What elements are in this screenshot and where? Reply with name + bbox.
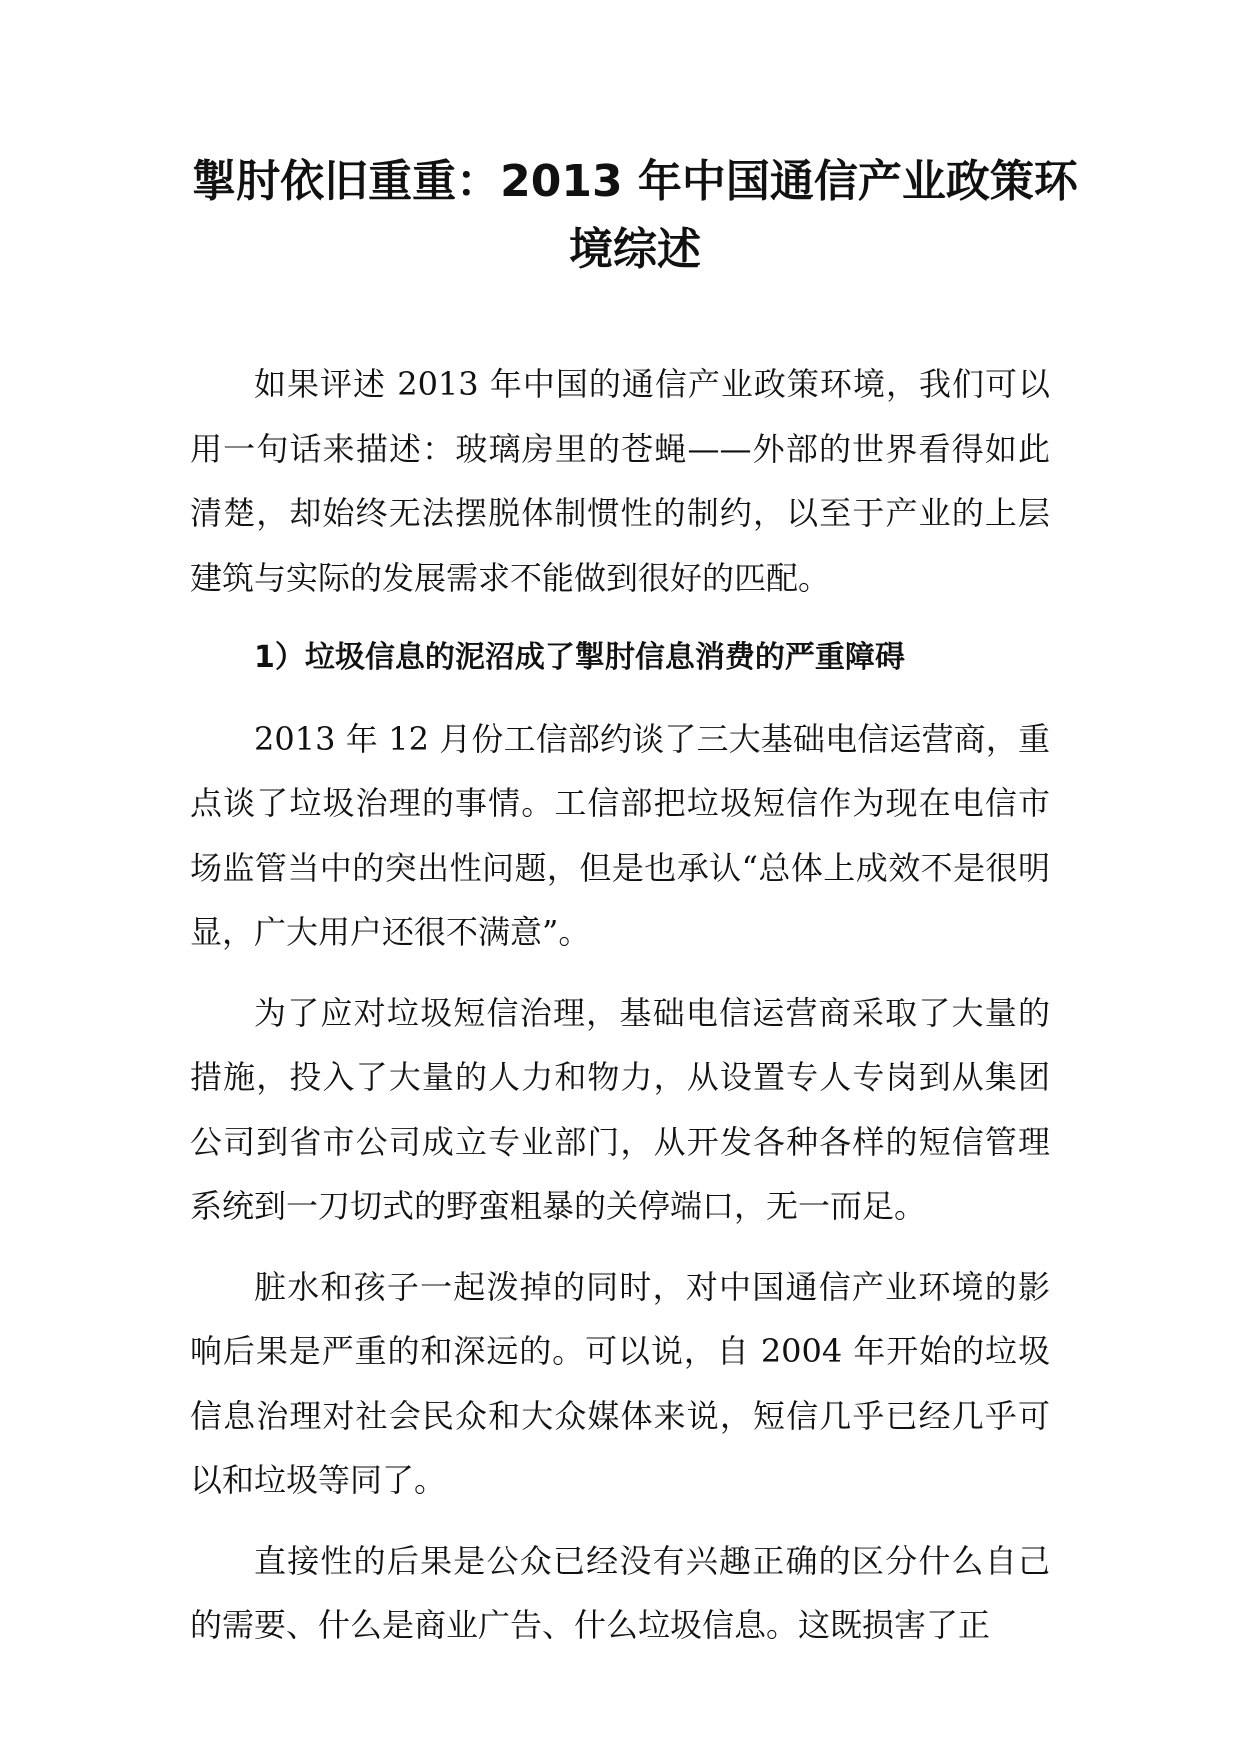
body-paragraph: 直接性的后果是公众已经没有兴趣正确的区分什么自己的需要、什么是商业广告、什么垃圾信息。这既损害了正	[190, 1541, 1050, 1644]
body-paragraph: 2013 年 12 月份工信部约谈了三大基础电信运营商，重点谈了垃圾治理的事情。工信部把垃圾短信作为现在电信市场监管当中的突出性问题，但是也承认“总体上成效不是很明显，广大用户还很不满意”。	[190, 719, 1050, 951]
document-title: 掣肘依旧重重：2013 年中国通信产业政策环境综述	[192, 156, 1078, 275]
body-paragraph: 为了应对垃圾短信治理，基础电信运营商采取了大量的措施，投入了大量的人力和物力，从设置专人专岗到从集团公司到省市公司成立专业部门，从开发各种各样的短信管理系统到一刀切式的野蛮粗暴的关停端口，无一而足。	[190, 993, 1050, 1225]
section-heading: 1）垃圾信息的泥沼成了掣肘信息消费的严重障碍	[254, 640, 905, 675]
intro-paragraph: 如果评述 2013 年中国的通信产业政策环境，我们可以用一句话来描述：玻璃房里的苍蝇——外部的世界看得如此清楚，却始终无法摆脱体制惯性的制约，以至于产业的上层建筑与实际的发展需求不能做到很好的匹配。	[190, 365, 1050, 597]
body-paragraph: 脏水和孩子一起泼掉的同时，对中国通信产业环境的影响后果是严重的和深远的。可以说，自 2004 年开始的垃圾信息治理对社会民众和大众媒体来说，短信几乎已经几乎可以和垃圾等同了。	[190, 1267, 1050, 1499]
document-body	[190, 352, 1050, 1674]
